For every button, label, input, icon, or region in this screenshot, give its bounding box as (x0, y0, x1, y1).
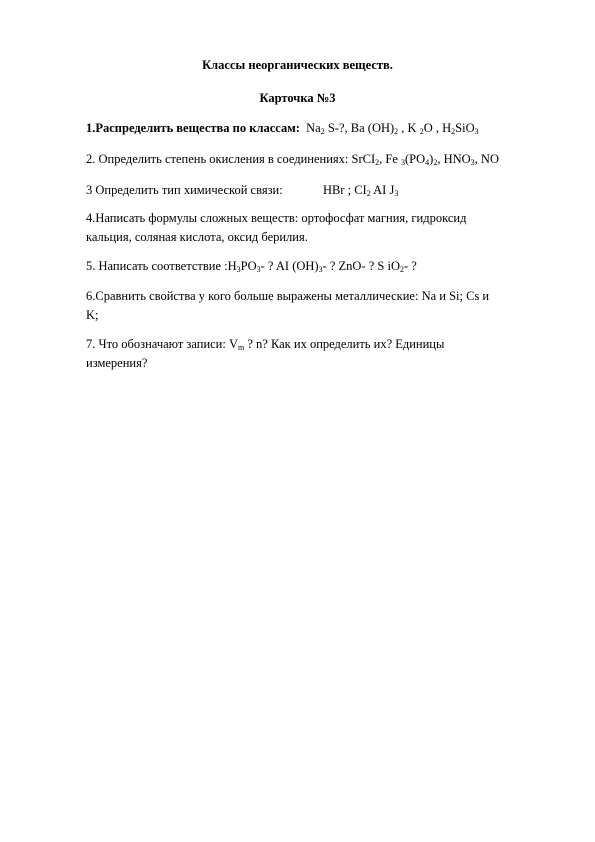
task-3 (86, 183, 398, 198)
card-title: Карточка №3 (259, 91, 336, 105)
task-1 (86, 121, 479, 136)
document-title: Классы неорганических веществ. (202, 58, 393, 72)
task-7-line-1: 7. Что обозначают записи: $V_m$ ? n? Как их определить их? Единицы (86, 337, 445, 352)
task-3-label: 3 Определить тип химической связи: (86, 183, 283, 197)
task-5-label: 5. Написать соответствие :H (86, 259, 237, 273)
task-2-formula: $_2$, Fe $_3(PO_4)_2$, $HNO_3$, NO (375, 152, 499, 167)
task-6-line-1: 6.Сравнить свойства у кого больше выражены металлические: Na и Si; Cs и (86, 289, 490, 303)
task-6-line-2: K; (86, 308, 99, 322)
task-3-formula: HBr ; $CI_2$ AI $J_3$ (322, 183, 399, 198)
task-7-line-2: измерения? (86, 356, 148, 370)
task-4-line-1: 4.Написать формулы сложных веществ: ортофосфат магния, гидроксид (86, 211, 467, 225)
task-2-label: 2. Определить степень окисления в соединениях: SrCI (86, 152, 376, 166)
task-5-formula: $_3PO_3-$ ? AI $(OH)_3-$ ? ZnO- ? S $iO_2-$ ? (236, 259, 417, 274)
task-4-line-2: кальция, соляная кислота, оксид берилия. (86, 230, 308, 244)
task-2 (86, 152, 499, 167)
task-1-formula: $Na_2$ S-?, Ba $(OH)_2$ , K $_2$O , $H_2SiO_3$ (306, 121, 479, 136)
task-1-label: 1.Распределить вещества по классам: (86, 121, 300, 135)
task-5 (86, 259, 417, 274)
